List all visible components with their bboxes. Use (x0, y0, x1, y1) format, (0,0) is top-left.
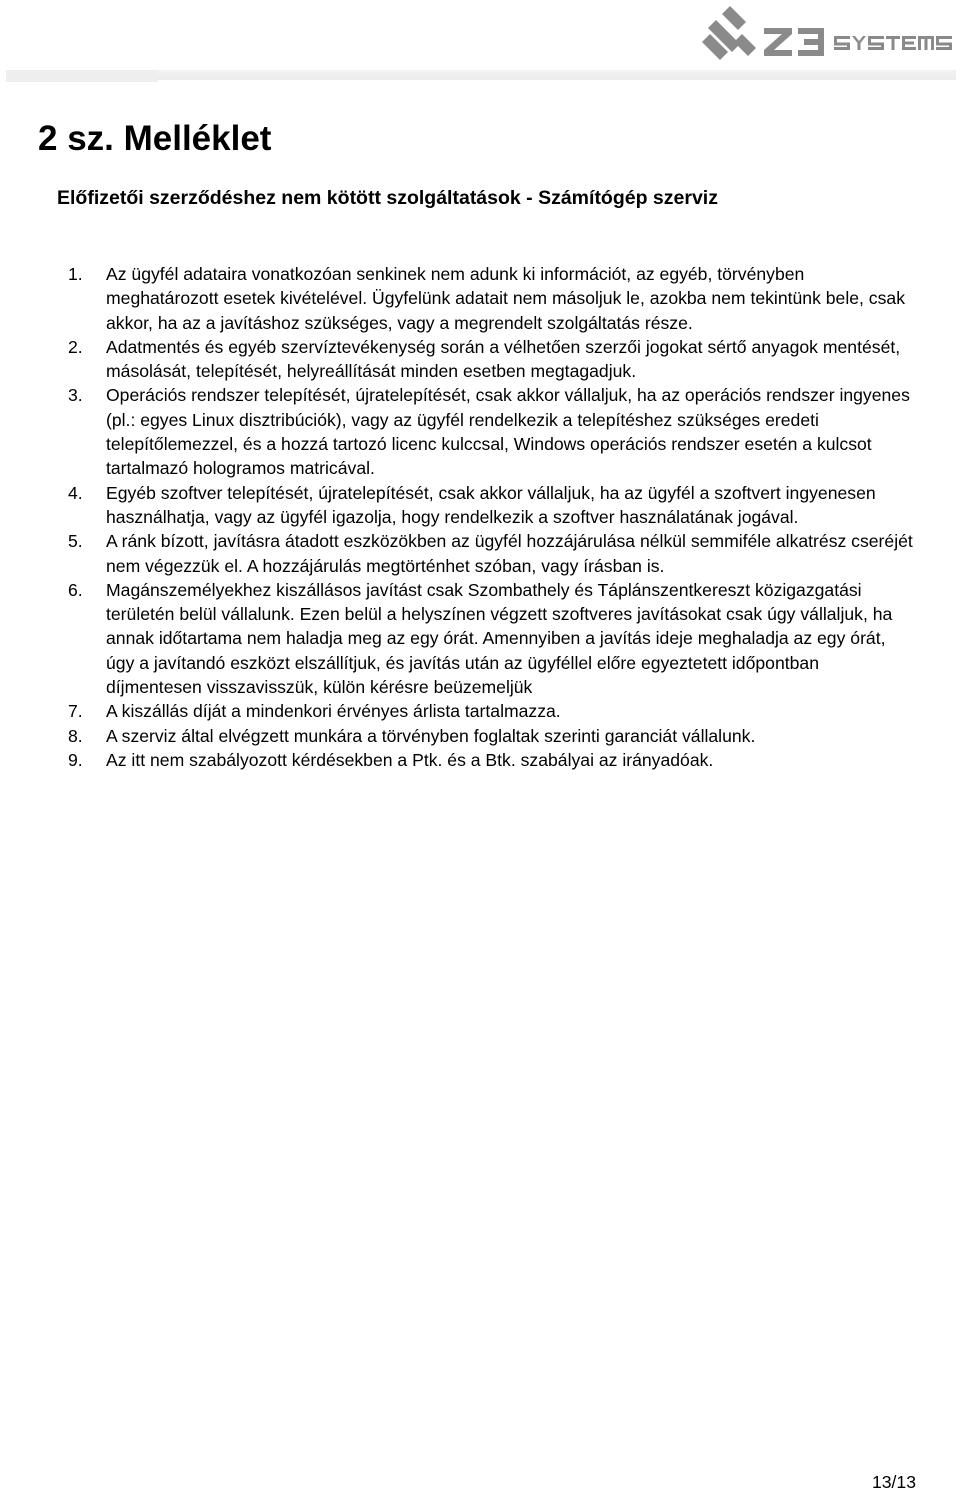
list-item-number: 8. (68, 725, 83, 746)
list-item (68, 529, 918, 578)
list-item-number: 3. (68, 385, 83, 406)
z3-systems-logo (700, 4, 952, 68)
list-item-number: 4. (68, 482, 83, 503)
list-item-text: A szerviz által elvégzett munkára a törvényben foglaltak szerinti garanciát vállalunk. (106, 725, 756, 746)
list-item-number: 5. (68, 531, 83, 552)
list-item-number: 2. (68, 336, 83, 357)
list-item (68, 748, 918, 772)
list-item (68, 724, 918, 748)
list-item (68, 578, 918, 699)
list-item-text: Operációs rendszer telepítését, újratelepítését, csak akkor vállaljuk, ha az operációs rendszer ingyenes (pl.: egyes Linux disztribúciók), vagy az ügyfél rendelkezik a telepítéshez szükséges eredeti telepítőlemezzel, és a hozzá tartozó licenc kulccsal, Windows operációs rendszer esetén a kulcsot tartalmazó hologramos matricával. (106, 385, 910, 479)
list-item-number: 7. (68, 701, 83, 722)
list-item (68, 262, 918, 335)
list-item (68, 481, 918, 530)
list-item (68, 699, 918, 723)
page-header (0, 0, 960, 82)
list-item-text: Egyéb szoftver telepítését, újratelepítését, csak akkor vállaljuk, ha az ügyfél a szoftvert ingyenesen használhatja, vagy az ügyfél igazolja, hogy rendelkezik a szoftver használatának jogával. (106, 482, 876, 527)
list-item-text: Az itt nem szabályozott kérdésekben a Ptk. és a Btk. szabályai az irányadóak. (106, 749, 714, 770)
list-item-number: 9. (68, 749, 83, 770)
list-item (68, 335, 918, 384)
page-number: 13/13 (871, 1472, 916, 1492)
list-item (68, 383, 918, 480)
terms-list (68, 262, 918, 772)
section-subtitle: Előfizetői szerződéshez nem kötött szolgáltatások - Számítógép szerviz (57, 187, 718, 209)
list-item-text: A kiszállás díját a mindenkori érvényes árlista tartalmazza. (106, 701, 561, 722)
list-item-text: Magánszemélyekhez kiszállásos javítást csak Szombathely és Táplánszentkereszt közigazgatási területén belül vállalunk. Ezen belül a helyszínen végzett szoftveres javításokat csak úgy vállaljuk, ha annak időtartama nem haladja meg az egy órát. Amennyiben a javítás ideje meghaladja az egy órát, úgy a javítandó eszközt elszállítjuk, és javítás után az ügyféllel előre egyeztetett időpontban díjmentesen visszavisszük, külön kérésre beüzemeljük (106, 579, 893, 698)
list-item-text: Az ügyfél adataira vonatkozóan senkinek nem adunk ki információt, az egyéb, törvényben meghatározott esetek kivételével. Ügyfelünk adatait nem másoljuk le, azokba nem tekintünk bele, csak akkor, ha az a javításhoz szükséges, vagy a megrendelt szolgáltatás része. (106, 264, 905, 333)
list-item-text: A ránk bízott, javításra átadott eszközökben az ügyfél hozzájárulása nélkül semmiféle alkatrész cseréjét nem végezzük el. A hozzájárulás megtörténhet szóban, vagy írásban is. (106, 531, 913, 576)
list-item-number: 1. (68, 264, 83, 284)
list-item-text: Adatmentés és egyéb szervíztevékenység során a vélhetően szerzői jogokat sértő anyagok mentését, másolását, telepítését, helyreállítását minden esetben megtagadjuk. (106, 336, 901, 382)
list-item-number: 6. (68, 579, 83, 600)
page-title: 2 sz. Melléklet (38, 119, 272, 158)
header-divider-left (6, 70, 158, 82)
